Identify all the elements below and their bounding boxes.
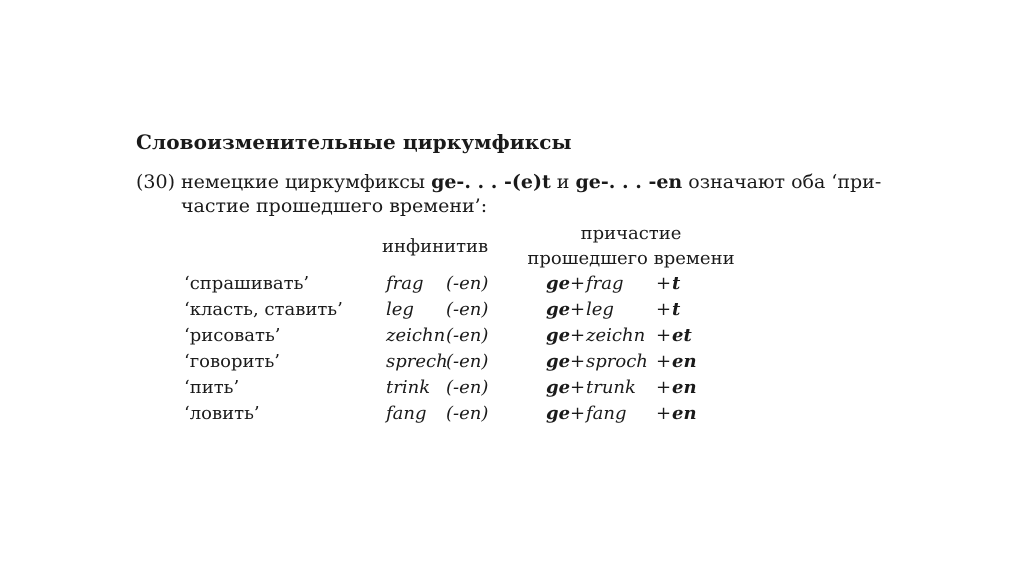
participle-prefix: ge — [546, 377, 571, 398]
participle-stem: zeichn — [586, 325, 646, 346]
infinitive-suffix: (-en) — [446, 377, 489, 398]
circumfix-en: ge-. . . -en — [575, 171, 683, 193]
table-row — [0, 299, 1024, 325]
plus-sign: + — [570, 325, 586, 346]
table-row — [0, 403, 1024, 429]
infinitive-stem: zeichn — [386, 325, 446, 346]
infinitive-stem: frag — [386, 273, 424, 294]
table-row — [0, 273, 1024, 299]
gloss: ‘ловить’ — [184, 403, 260, 424]
plus-sign: + — [570, 377, 586, 398]
plus-sign: + — [656, 325, 672, 346]
column-header-participle: причастие — [580, 223, 682, 244]
infinitive-suffix: (-en) — [446, 273, 489, 294]
participle-stem: frag — [586, 273, 624, 294]
infinitive-suffix: (-en) — [446, 351, 489, 372]
section-heading: Словоизменительные циркумфиксы — [136, 130, 572, 154]
infinitive-suffix: (-en) — [446, 403, 489, 424]
infinitive-stem: leg — [386, 299, 414, 320]
plus-sign: + — [656, 351, 672, 372]
plus-sign: + — [656, 273, 672, 294]
infinitive-stem: fang — [386, 403, 427, 424]
column-header-participle: прошедшего времени — [527, 248, 735, 269]
participle-prefix: ge — [546, 351, 571, 372]
participle-ending: et — [672, 325, 692, 346]
infinitive-suffix: (-en) — [446, 299, 489, 320]
plus-sign: + — [656, 299, 672, 320]
participle-ending: en — [672, 403, 697, 424]
participle-prefix: ge — [546, 299, 571, 320]
example-text: немецкие циркумфиксы — [181, 171, 432, 193]
participle-stem: fang — [586, 403, 627, 424]
participle-stem: trunk — [586, 377, 636, 398]
participle-ending: en — [672, 377, 697, 398]
gloss: ‘пить’ — [184, 377, 240, 398]
plus-sign: + — [656, 377, 672, 398]
plus-sign: + — [656, 403, 672, 424]
example-number: (30) — [136, 171, 176, 193]
participle-stem: leg — [586, 299, 614, 320]
plus-sign: + — [570, 273, 586, 294]
infinitive-suffix: (-en) — [446, 325, 489, 346]
plus-sign: + — [570, 351, 586, 372]
gloss: ‘класть, ставить’ — [184, 299, 343, 320]
example-text: означают оба ‘при- — [682, 171, 882, 193]
gloss: ‘спрашивать’ — [184, 273, 310, 294]
participle-ending: t — [672, 299, 681, 320]
table-row — [0, 351, 1024, 377]
participle-prefix: ge — [546, 325, 571, 346]
participle-ending: en — [672, 351, 697, 372]
participle-ending: t — [672, 273, 681, 294]
participle-prefix: ge — [546, 273, 571, 294]
example-text-line-1 — [181, 171, 881, 193]
infinitive-stem: trink — [386, 377, 431, 398]
column-header-infinitive: инфинитив — [382, 236, 489, 257]
circumfix-et: ge-. . . -(e)t — [431, 171, 551, 193]
participle-prefix: ge — [546, 403, 571, 424]
gloss: ‘говорить’ — [184, 351, 280, 372]
table-row — [0, 325, 1024, 351]
example-text: и — [550, 171, 576, 193]
table-row — [0, 377, 1024, 403]
participle-stem: sproch — [586, 351, 648, 372]
gloss: ‘рисовать’ — [184, 325, 281, 346]
example-text-line-2: частие прошедшего времени’: — [181, 195, 488, 217]
plus-sign: + — [570, 403, 586, 424]
infinitive-stem: sprech — [386, 351, 448, 372]
plus-sign: + — [570, 299, 586, 320]
